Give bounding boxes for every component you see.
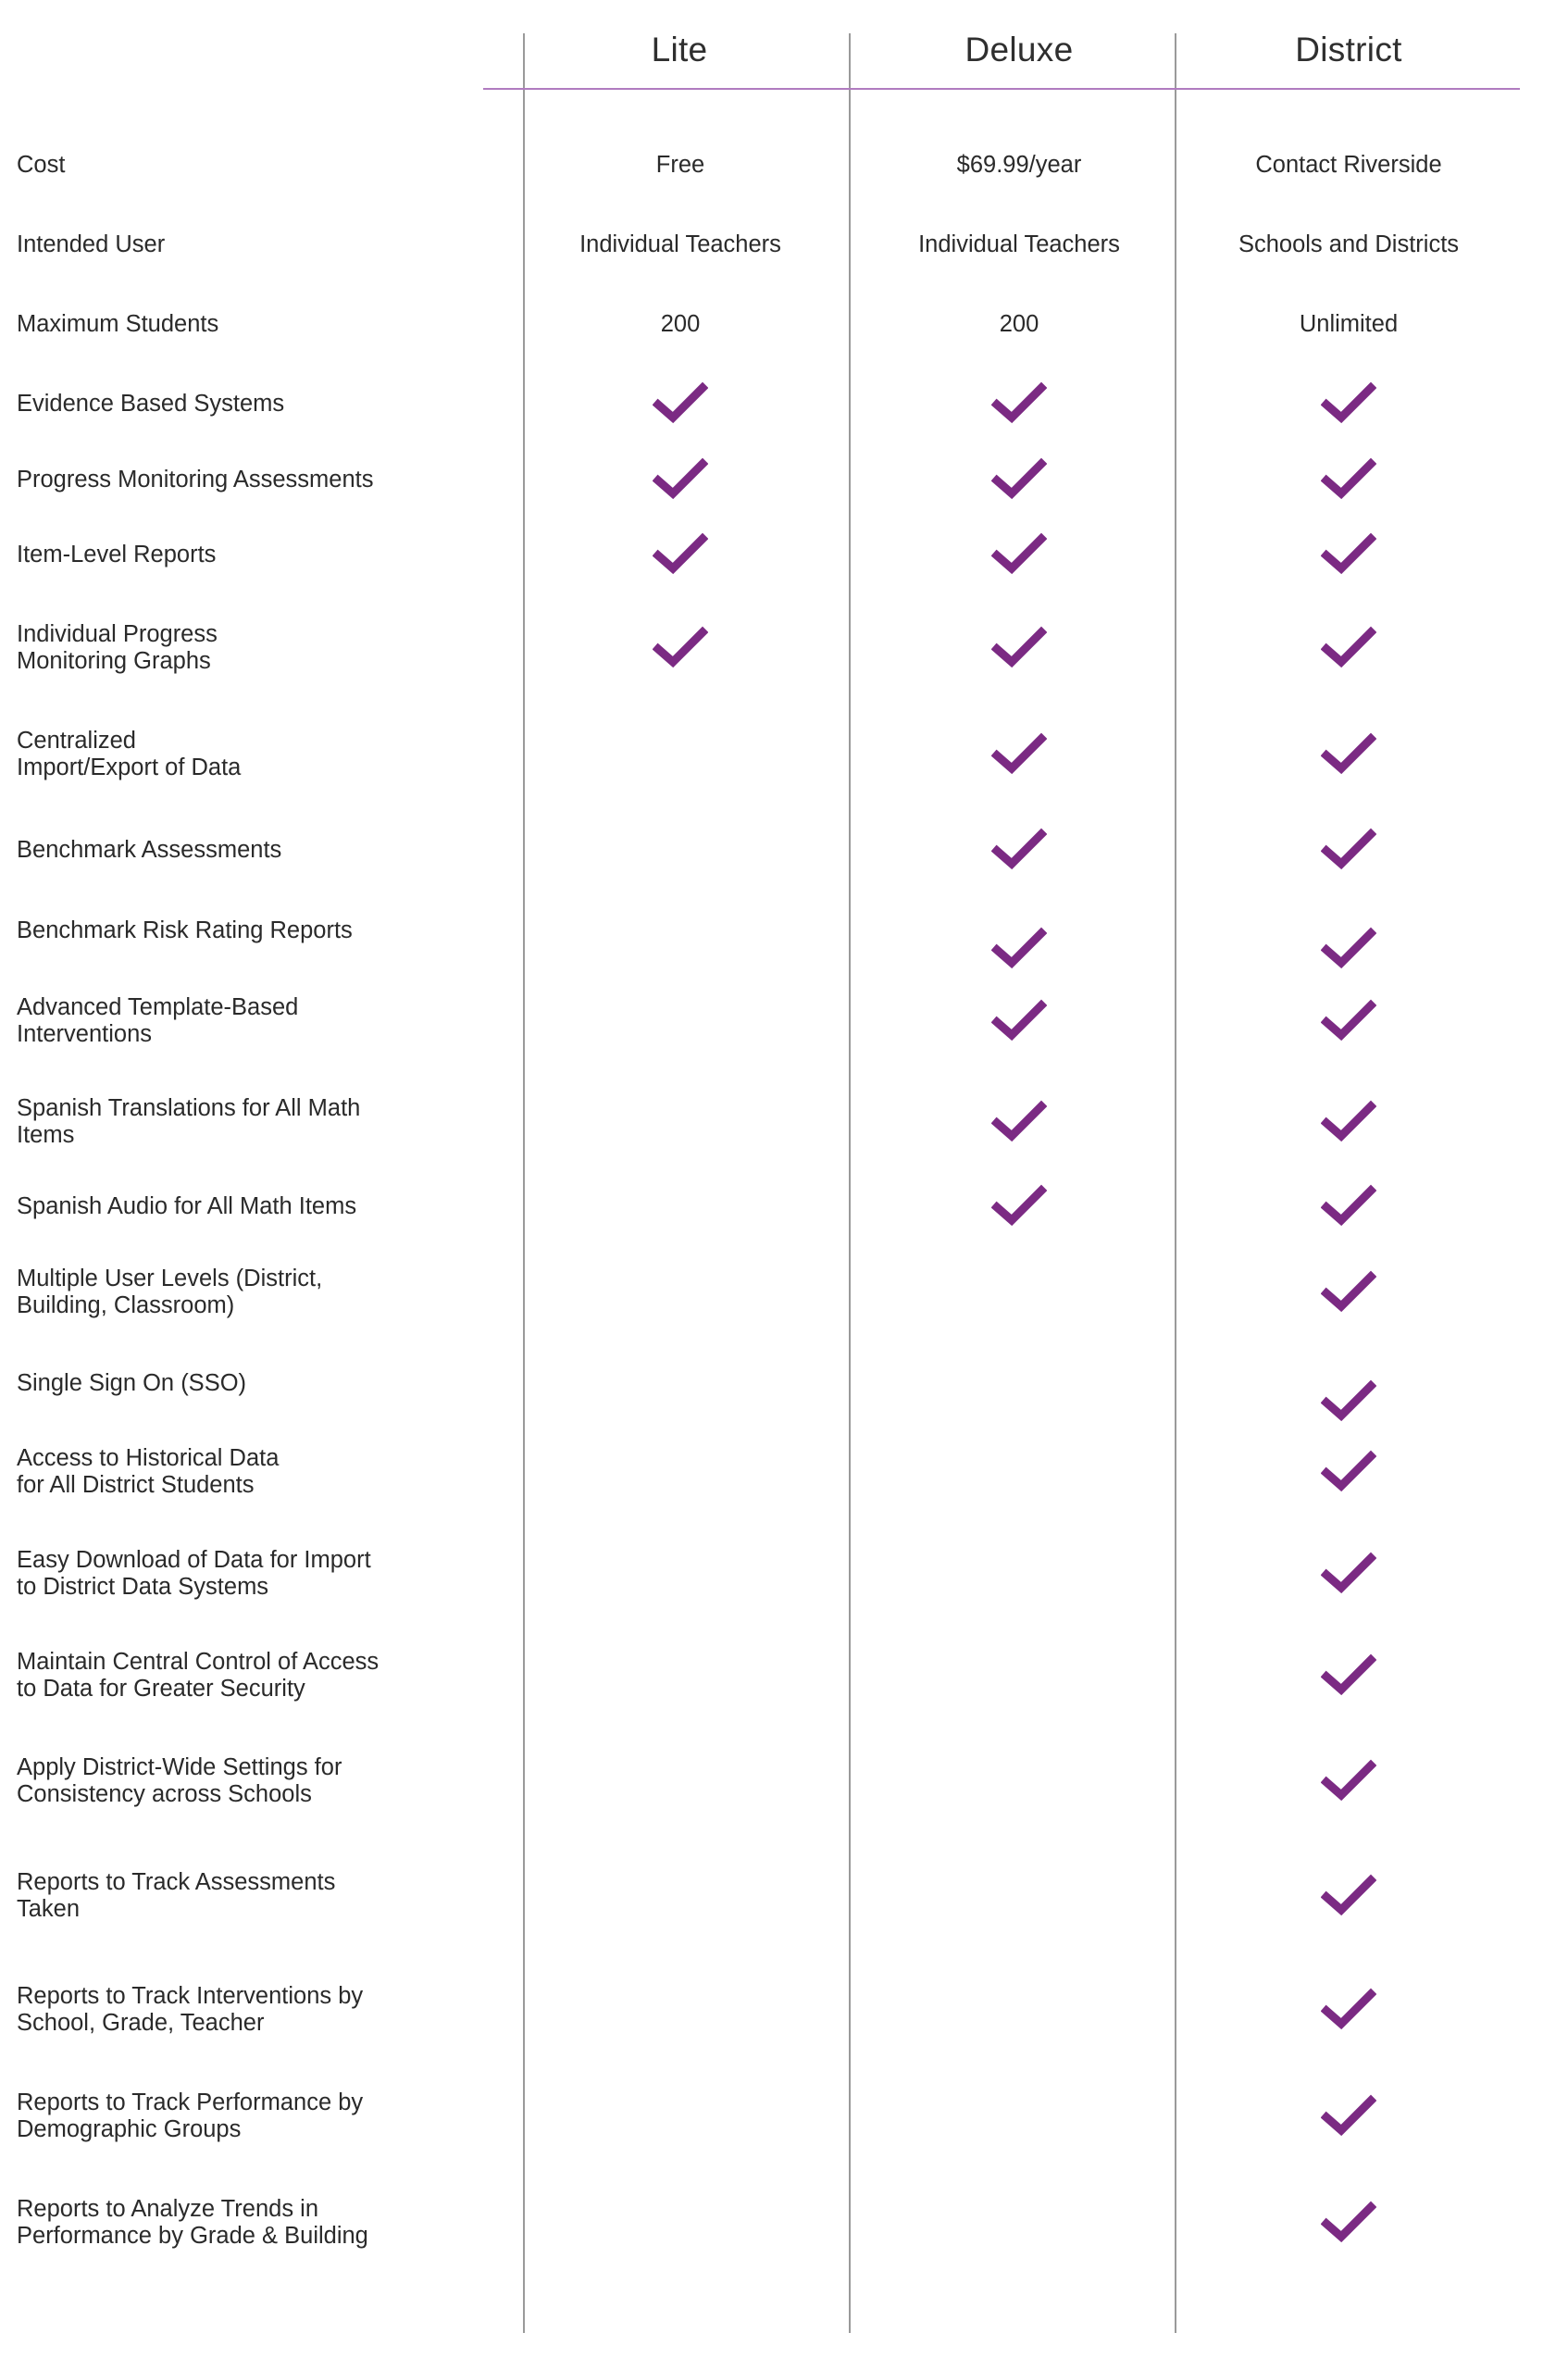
- feature-label: Single Sign On (SSO): [17, 1369, 247, 1396]
- feature-label: Cost: [17, 151, 66, 178]
- cell-value: 200: [660, 311, 701, 337]
- checkmark-icon: [1321, 1099, 1376, 1145]
- checkmark-icon: [1321, 531, 1376, 578]
- feature-label: Advanced Template-Based Interventions: [17, 994, 299, 1047]
- header-underline: [483, 88, 1520, 90]
- checkmark-icon: [1321, 1269, 1376, 1316]
- column-header-lite: Lite: [651, 31, 708, 69]
- checkmark-icon: [1321, 1653, 1376, 1699]
- checkmark-icon: [991, 380, 1047, 427]
- checkmark-icon: [1321, 2200, 1376, 2246]
- cell-value: Individual Teachers: [918, 231, 1120, 257]
- column-divider: [523, 33, 525, 2333]
- feature-label: Reports to Analyze Trends in Performance by Grade & Building: [17, 2196, 368, 2249]
- cell-value: Contact Riverside: [1255, 152, 1442, 178]
- checkmark-icon: [991, 1099, 1047, 1145]
- feature-label: Apply District-Wide Settings for Consistency across Schools: [17, 1754, 342, 1807]
- cell-value: $69.99/year: [956, 152, 1082, 178]
- checkmark-icon: [1321, 456, 1376, 503]
- feature-label: Intended User: [17, 231, 166, 257]
- column-divider: [1175, 33, 1176, 2333]
- feature-label: Spanish Translations for All Math Items: [17, 1095, 361, 1148]
- feature-label: Reports to Track Performance by Demographic Groups: [17, 2089, 364, 2142]
- feature-label: Benchmark Risk Rating Reports: [17, 917, 353, 943]
- column-header-district: District: [1295, 31, 1402, 69]
- feature-label: Maximum Students: [17, 310, 219, 337]
- feature-label: Benchmark Assessments: [17, 836, 282, 863]
- feature-label: Evidence Based Systems: [17, 390, 285, 417]
- feature-label: Item-Level Reports: [17, 541, 217, 568]
- feature-label: Centralized Import/Export of Data: [17, 728, 242, 780]
- cell-value: Unlimited: [1299, 311, 1399, 337]
- checkmark-icon: [1321, 380, 1376, 427]
- checkmark-icon: [653, 380, 708, 427]
- checkmark-icon: [1321, 1551, 1376, 1597]
- checkmark-icon: [991, 625, 1047, 671]
- feature-label: Multiple User Levels (District, Building, Classroom): [17, 1266, 323, 1318]
- feature-label: Access to Historical Data for All District Students: [17, 1445, 280, 1498]
- checkmark-icon: [1321, 625, 1376, 671]
- feature-label: Maintain Central Control of Access to Data for Greater Security: [17, 1649, 380, 1702]
- checkmark-icon: [991, 456, 1047, 503]
- checkmark-icon: [1321, 1183, 1376, 1229]
- checkmark-icon: [991, 827, 1047, 873]
- cell-value: Schools and Districts: [1238, 231, 1460, 257]
- checkmark-icon: [991, 998, 1047, 1044]
- feature-label: Reports to Track Interventions by School, Grade, Teacher: [17, 1983, 364, 2036]
- checkmark-icon: [653, 456, 708, 503]
- feature-label: Progress Monitoring Assessments: [17, 466, 374, 493]
- cell-value: Free: [655, 152, 705, 178]
- checkmark-icon: [1321, 926, 1376, 972]
- checkmark-icon: [1321, 998, 1376, 1044]
- checkmark-icon: [1321, 827, 1376, 873]
- checkmark-icon: [1321, 2093, 1376, 2139]
- cell-value: 200: [999, 311, 1039, 337]
- column-divider: [849, 33, 851, 2333]
- feature-label: Reports to Track Assessments Taken: [17, 1869, 336, 1922]
- checkmark-icon: [1321, 1758, 1376, 1804]
- column-header-deluxe: Deluxe: [964, 31, 1074, 69]
- checkmark-icon: [991, 1183, 1047, 1229]
- feature-label: Spanish Audio for All Math Items: [17, 1192, 357, 1219]
- feature-label: Individual Progress Monitoring Graphs: [17, 621, 218, 674]
- checkmark-icon: [991, 531, 1047, 578]
- checkmark-icon: [1321, 1987, 1376, 2033]
- checkmark-icon: [1321, 1449, 1376, 1495]
- checkmark-icon: [991, 731, 1047, 778]
- feature-label: Easy Download of Data for Import to District Data Systems: [17, 1547, 371, 1600]
- checkmark-icon: [991, 926, 1047, 972]
- checkmark-icon: [1321, 1873, 1376, 1919]
- checkmark-icon: [653, 531, 708, 578]
- checkmark-icon: [1321, 731, 1376, 778]
- checkmark-icon: [653, 625, 708, 671]
- cell-value: Individual Teachers: [579, 231, 781, 257]
- checkmark-icon: [1321, 1378, 1376, 1425]
